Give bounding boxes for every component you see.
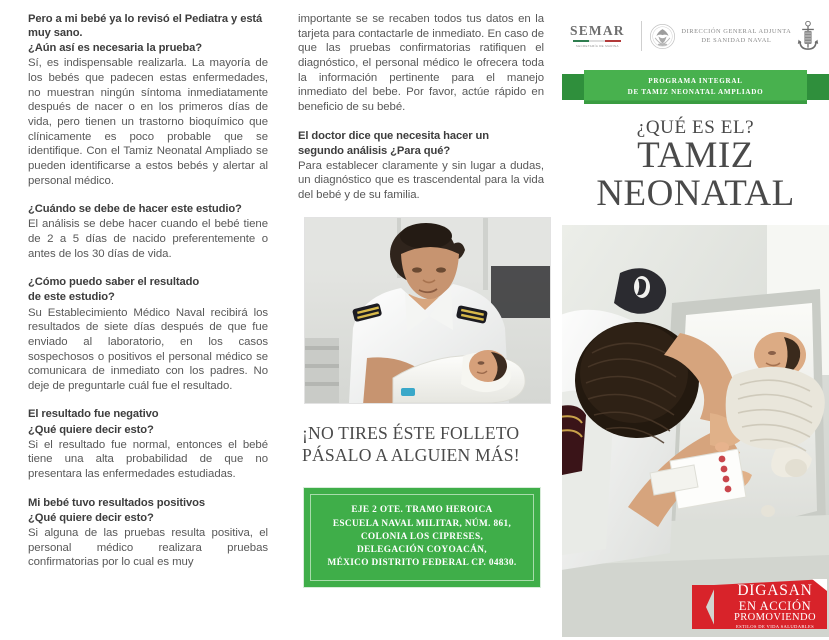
column-middle [290, 0, 562, 640]
question-heading-2: ¿Qué quiere decir esto? [28, 423, 154, 436]
question-heading-2: ¿Aún así es necesaria la prueba? [28, 42, 203, 55]
photo-nurse-with-newborn [304, 217, 551, 404]
continuation-text: importante se se recaben todos tus datos en la tarjeta para contactarle de inmediato. En caso de que las pruebas confirmatorias ratifiquen el diagnóstico, el personal médico le ofrecera toda la información pertinente para el manejo inmediato del bebe. Por favor, actúe rápido en beneficio de su bebé. [298, 13, 544, 113]
ribbon-line-1: PROGRAMA INTEGRAL [648, 77, 743, 86]
qa-block-3 [28, 275, 268, 393]
photo-heel-prick-test [562, 225, 829, 637]
divider [641, 21, 642, 51]
semar-logo [570, 24, 634, 47]
photo-illustration [562, 225, 829, 637]
dga-title [676, 27, 797, 46]
qa-block-6 [298, 129, 544, 203]
question-heading: ¿Cómo puedo saber el resultado [28, 276, 200, 289]
semar-subtitle: SECRETARÍA DE MARINA [575, 43, 619, 48]
digasan-line-2: EN ACCIÓN [738, 598, 812, 613]
address-line-5: MÉXICO DISTRITO FEDERAL CP. 04830. [327, 558, 517, 569]
semar-wordmark: SEMAR [570, 23, 625, 39]
digasan-line-4: ESTILOS DE VIDA SALUDABLES [735, 624, 815, 630]
digasan-logo [692, 579, 827, 635]
answer-text: Si el resultado fue normal, entonces el bebé tiene una alta probabilidad de que no presentara las enfermedades estudiadas. [28, 438, 268, 480]
dga-line-2: DE SANIDAD NAVAL [701, 37, 772, 44]
question-heading-2: ¿Qué quiere decir esto? [28, 511, 154, 524]
ribbon-label [562, 70, 829, 104]
mexican-flag-icon [573, 40, 621, 42]
qa-block-1 [28, 12, 268, 188]
title-small: ¿QUÉ ES EL? [636, 117, 755, 138]
mexico-coat-of-arms-icon [649, 23, 676, 50]
answer-text: Su Establecimiento Médico Naval recibirá los resultados de siete días después de que fue enviado al laboratorio, en los casos sospechosos o positivos el personal médico se comunicara de inmediato con los padres. No deje de preguntarle cuál fue el resultado. [28, 306, 268, 392]
answer-text: Para establecer claramente y sin lugar a dudas, un diagnóstico que es trascendental para la vida del bebé y de su familia. [298, 159, 544, 202]
address-inner [310, 494, 534, 581]
address-line-4: DELEGACIÓN COYOACÁN, [357, 545, 487, 556]
cta-line-2: PÁSALO A ALGUIEN MÁS! [302, 445, 520, 466]
question-heading: ¿Cuándo se debe de hacer este estudio? [28, 203, 242, 216]
qa-block-4 [28, 407, 268, 481]
column-left [0, 0, 290, 640]
program-ribbon [562, 70, 829, 104]
ribbon-line-2: DE TAMIZ NEONATAL AMPLIADO [627, 88, 764, 96]
cta-line-1: ¡NO TIRES ÉSTE FOLLETO [302, 422, 520, 443]
address-line-1: EJE 2 OTE. TRAMO HEROICA [351, 505, 493, 516]
column-right [562, 0, 829, 640]
title-big-2: NEONATAL [596, 173, 795, 215]
cover-title [562, 104, 829, 225]
naval-anchor-caduceus-icon [797, 20, 819, 52]
digasan-text [726, 583, 824, 630]
address-line-3: COLONIA LOS CIPRESES, [360, 531, 484, 542]
question-heading: El resultado fue negativo [28, 408, 159, 421]
dga-line-1: DIRECCIÓN GENERAL ADJUNTA [681, 27, 792, 35]
digasan-line-3: PROMOVIENDO [734, 612, 816, 624]
title-big-1: TAMIZ [637, 135, 754, 176]
qa-block-5 [28, 496, 268, 570]
digasan-line-1: DIGASAN [737, 582, 813, 600]
answer-text: Sí, es indispensable realizarla. La mayoría de los bebés que padecen estas enfermedades, no muestran ningún síntoma inmediatamente después de nacer o en los primeros días de vida, pero tienen un trastorno bioquímico que clínicamente es poco probable que se identifique. Con el Tamiz Neonatal Ampliado se pueden identificarse a estos bebés y alertar al personal médico. [28, 57, 268, 187]
government-header [562, 0, 829, 64]
question-heading: Mi bebé tuvo resultados positivos [28, 496, 205, 509]
address-box [304, 488, 540, 587]
photo-illustration [305, 218, 550, 403]
question-heading-2: de este estudio? [28, 291, 115, 304]
answer-text: El análisis se debe hacer cuando el bebé tiene de 2 a 5 días de nacido preferentemente o antes de los 30 días de vida. [28, 218, 268, 260]
question-heading: Pero a mi bebé ya lo revisó el Pediatra y está muy sano. [28, 13, 263, 40]
answer-text: Si alguna de las pruebas resulta positiva, el personal médico realizara pruebas confirmatorias por lo cual es muy [28, 526, 268, 569]
address-line-2: ESCUELA NAVAL MILITAR, NÚM. 861, [332, 518, 512, 529]
question-heading-2: segundo análisis ¿Para qué? [298, 144, 451, 157]
question-heading: El doctor dice que necesita hacer un [298, 129, 489, 142]
call-to-action [298, 404, 544, 467]
qa-block-2 [28, 202, 268, 261]
